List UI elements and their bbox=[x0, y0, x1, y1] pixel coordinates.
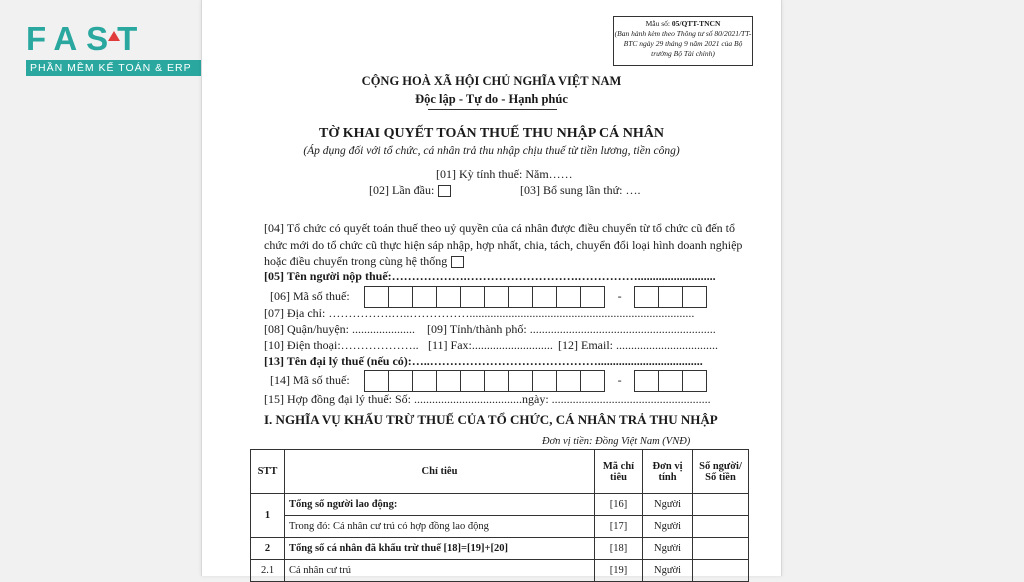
tax-code-input-boxes[interactable] bbox=[365, 286, 605, 308]
field-10-phone: [10] Điện thoại:……………….. bbox=[264, 338, 419, 352]
logo-wordmark: FAST bbox=[26, 20, 147, 57]
header-value: Số người/ Số tiền bbox=[693, 450, 749, 494]
field-06-tax-code bbox=[270, 286, 707, 308]
field-13-tax-agent: [13] Tên đại lý thuế (nếu có):…..……………………………………................................... bbox=[264, 354, 703, 368]
table-row bbox=[251, 516, 749, 538]
form-code: 05/QTT-TNCN bbox=[671, 19, 721, 28]
header-code: Mã chỉ tiêu bbox=[595, 450, 643, 494]
form-issued-note: (Ban hành kèm theo Thông tư số 80/2021/TT-BTC ngày 29 tháng 9 năm 2021 của Bộ trưởng Bộ Tài chính) bbox=[614, 29, 752, 58]
form-code-label: Mẫu số: bbox=[645, 19, 670, 28]
currency-unit-note: Đơn vị tiền: Đồng Việt Nam (VNĐ) bbox=[542, 436, 691, 447]
row-item: Tổng số cá nhân đã khấu trừ thuế [18]=[19]+[20] bbox=[285, 538, 595, 560]
field-02-label: [02] Lần đầu: bbox=[369, 183, 435, 197]
field-05-taxpayer-name: [05] Tên người nộp thuế:……………….……………………….…………….......................... bbox=[264, 269, 716, 283]
row-item: Tổng số người lao động: bbox=[285, 494, 595, 516]
field-04-paragraph bbox=[264, 220, 744, 270]
row-value-cell[interactable] bbox=[693, 494, 749, 516]
header-item: Chỉ tiêu bbox=[285, 450, 595, 494]
field-03-supplement: [03] Bổ sung lần thứ: …. bbox=[520, 183, 641, 197]
table-row bbox=[251, 538, 749, 560]
field-08-district: [08] Quận/huyện: ..................... bbox=[264, 322, 415, 336]
row-code: [18] bbox=[595, 538, 643, 560]
row-stt: 1 bbox=[251, 494, 285, 538]
field-06-label: [06] Mã số thuế: bbox=[270, 288, 350, 303]
row-item: Trong đó: Cá nhân cư trú có hợp đồng lao động bbox=[285, 516, 595, 538]
field-04-text: [04] Tổ chức có quyết toán thuế theo uỷ quyền của cá nhân được điều chuyển từ tổ chức cũ đến tổ chức mới do tổ chức cũ thực hiện sáp nhập, hợp nhất, chia, tách, chuyển đổi loại hình doanh nghiệp hoặc điều chuyển trong cùng hệ thống bbox=[264, 221, 743, 268]
country-heading: CỘNG HOÀ XÃ HỘI CHỦ NGHĨA VIỆT NAM bbox=[361, 74, 622, 88]
agent-tax-code-suffix-boxes[interactable] bbox=[635, 370, 707, 392]
field-07-address: [07] Địa chỉ: …………….…..……………........................................................................... bbox=[264, 306, 695, 320]
field-09-province: [09] Tỉnh/thành phố: .............................................................. bbox=[427, 322, 716, 336]
motto: Độc lập - Tự do - Hạnh phúc bbox=[415, 92, 568, 106]
withholding-table bbox=[250, 449, 749, 582]
header-stt: STT bbox=[251, 450, 285, 494]
row-item: Cá nhân cư trú bbox=[285, 560, 595, 582]
field-14-agent-tax-code bbox=[270, 370, 707, 392]
field-12-email: [12] Email: .................................. bbox=[558, 338, 718, 352]
header-unit: Đơn vị tính bbox=[643, 450, 693, 494]
row-code: [19] bbox=[595, 560, 643, 582]
table-header-row bbox=[251, 450, 749, 494]
row-code: [16] bbox=[595, 494, 643, 516]
logo-triangle-icon bbox=[108, 31, 120, 41]
first-time-checkbox[interactable] bbox=[438, 185, 451, 197]
logo-tagline: PHẦN MỀM KẾ TOÁN & ERP bbox=[26, 60, 210, 76]
agent-tax-code-dash: - bbox=[617, 372, 622, 387]
agent-tax-code-input-boxes[interactable] bbox=[365, 370, 605, 392]
row-value-cell[interactable] bbox=[693, 538, 749, 560]
row-unit: Người bbox=[643, 538, 693, 560]
document-subtitle: (Áp dụng đối với tổ chức, cá nhân trả thu nhập chịu thuế từ tiền lương, tiền công) bbox=[303, 145, 680, 157]
row-value-cell[interactable] bbox=[693, 516, 749, 538]
tax-code-dash: - bbox=[617, 288, 622, 303]
field-15-agent-contract: [15] Hợp đồng đại lý thuế: Số: ....................................ngày: ..................................................... bbox=[264, 392, 711, 406]
tax-code-suffix-boxes[interactable] bbox=[635, 286, 707, 308]
field-02-first-time bbox=[369, 183, 451, 198]
field-04-checkbox[interactable] bbox=[451, 256, 464, 268]
field-14-label: [14] Mã số thuế: bbox=[270, 372, 350, 387]
row-unit: Người bbox=[643, 494, 693, 516]
fast-logo bbox=[26, 22, 210, 76]
row-stt: 2 bbox=[251, 538, 285, 560]
row-stt: 2.1 bbox=[251, 560, 285, 582]
table-row bbox=[251, 560, 749, 582]
form-code-box bbox=[613, 16, 753, 66]
motto-underline bbox=[428, 109, 557, 110]
row-unit: Người bbox=[643, 516, 693, 538]
row-value-cell[interactable] bbox=[693, 560, 749, 582]
field-01-tax-period: [01] Kỳ tính thuế: Năm…… bbox=[436, 167, 573, 181]
field-11-fax: [11] Fax:........................... bbox=[428, 338, 553, 352]
table-row bbox=[251, 494, 749, 516]
section-1-title: I. NGHĨA VỤ KHẤU TRỪ THUẾ CỦA TỔ CHỨC, CÁ NHÂN TRẢ THU NHẬP bbox=[264, 412, 718, 427]
row-unit: Người bbox=[643, 560, 693, 582]
document-title: TỜ KHAI QUYẾT TOÁN THUẾ THU NHẬP CÁ NHÂN bbox=[319, 126, 664, 141]
row-code: [17] bbox=[595, 516, 643, 538]
document-page bbox=[201, 0, 782, 576]
